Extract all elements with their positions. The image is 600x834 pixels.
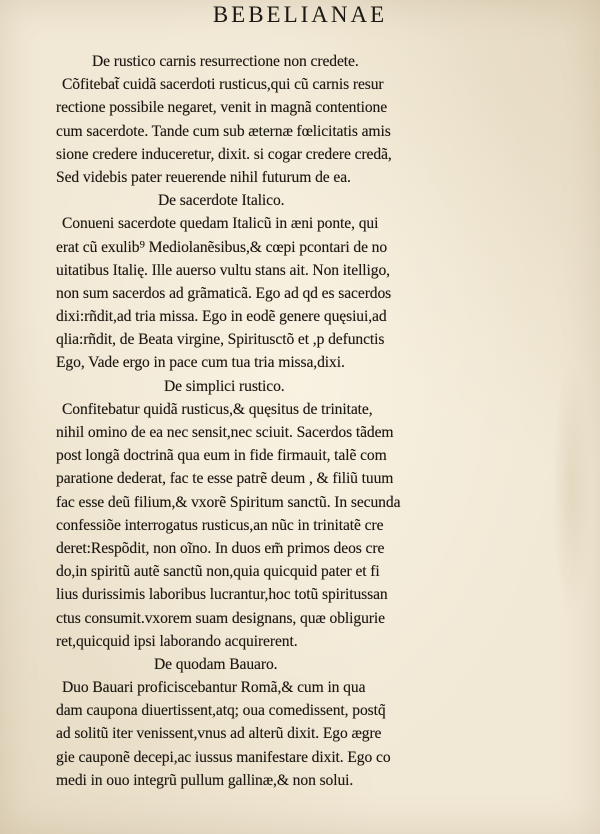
text-line: ad solitũ iter venissent,vnus ad alterũ dixit. Ego ægre [56,725,382,743]
text-line: Confitebatur quidã rusticus,& quęsitus de trinitate, [62,400,373,418]
text-line: lius durissimis laboribus lucrantur,hoc totũ spiritussan [56,586,388,604]
text-line: Duo Bauari proficiscebantur Romã,& cum in qua [62,679,366,697]
text-line: confessiõe interrogatus rusticus,an nũc in trinitatẽ cre [56,516,384,534]
text-line: gie cauponẽ decepi,ac iussus manifestare dixit. Ego co [56,748,391,766]
text-line: nihil omino de ea nec sensit,nec sciuit. Sacerdos tãdem [56,424,394,441]
text-line: Ego, Vade ergo in pace cum tua tria missa,dixi. [56,354,345,372]
text-line: rectione possibile negaret, venit in magnã contentione [56,99,388,117]
text-block [56,50,466,792]
text-line: non sum sacerdos ad grãmaticã. Ego ad qd es sacerdos [56,284,392,302]
paper-stain [552,360,592,620]
text-line: cum sacerdote. Tande cum sub æternæ fœlicitatis amis [56,122,391,140]
text-line: ret,quicquid ipsi laborando acquirerent. [56,632,298,650]
section-heading: De rustico carnis resurrectione non credete. [92,53,359,70]
text-line: Conueni sacerdote quedam Italicũ in æni ponte, qui [62,215,379,233]
text-line: do,in spiritũ autẽ sanctũ non,quia quicquid pater et fi [56,563,380,581]
text-line: Sed videbis pater reuerende nihil futurum de ea. [56,168,351,186]
text-line: dam caupona diuertissent,atq; oua comedissent, postq̃ [56,702,386,720]
text-line: erat cũ exulib⁹ Mediolanẽsibus,& cœpi pcontari de no [56,238,388,256]
running-head: BEBELIANAE [212,2,388,27]
text-line: post longã doctrinã qua eum in fide firmauit, talẽ com [56,447,387,465]
text-line: ctus consumit.vxorem suam designans, quæ obligurie [56,609,385,627]
text-line: Cõfitebat̃ cuidã sacerdoti rusticus,qui cũ carnis resur [62,76,384,94]
text-line: dixi:rñdit,ad tria missa. Ego in eodẽ genere quęsiui,ad [56,308,387,326]
text-line: deret:Respõdit, non oĩno. In duos em̃ primos deos cre [56,539,385,557]
text-line: sione credere induceretur, dixit. si cogar credere credã, [56,145,392,163]
text-line: qlia:rñdit, de Beata virgine, Spiritusctõ et ,p defunctis [56,331,385,349]
text-line: medi in ouo integrũ pullum gallinæ,& non solui. [56,771,354,789]
section-heading: De simplici rustico. [164,377,285,395]
section-heading: De sacerdote Italico. [158,192,285,210]
text-line: uitatibus Italię. Ille auerso vultu stans ait. Non itelligo, [56,261,390,279]
text-line: paratione dederat, fac te esse patrẽ deum , & filiũ tuum [56,470,394,488]
section-heading: De quodam Bauaro. [154,655,278,673]
text-line: fac esse deũ filium,& vxorẽ Spiritum sanctũ. In secunda [56,493,401,511]
